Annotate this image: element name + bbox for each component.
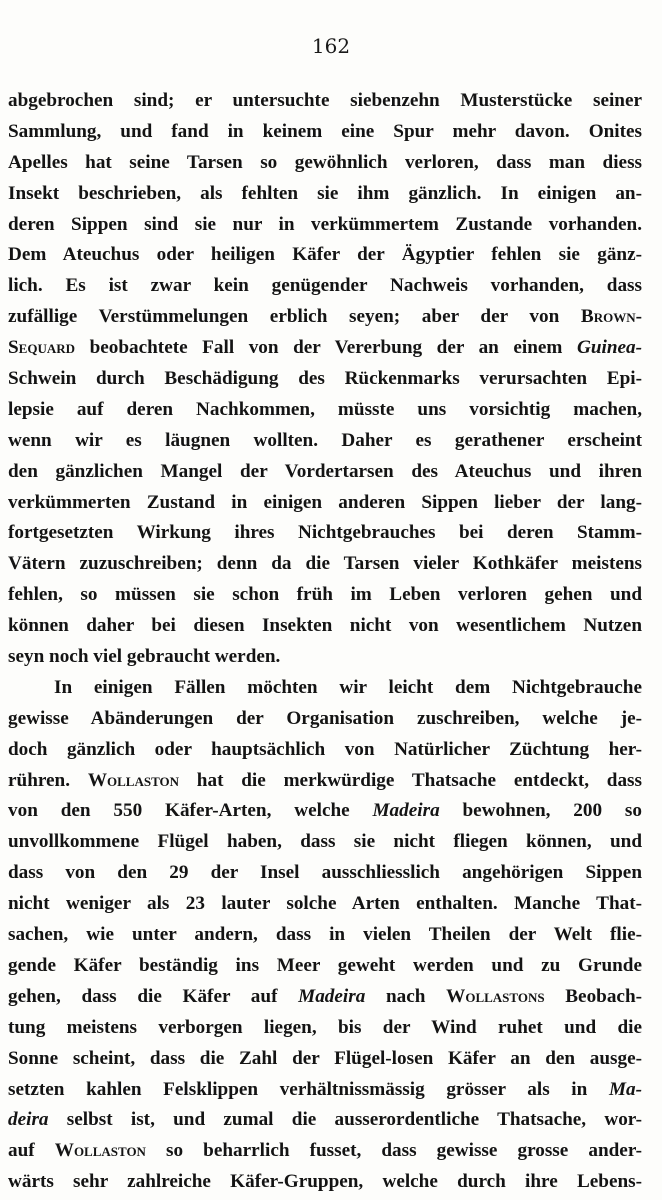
text-line: [8, 642, 642, 673]
text-segment: Beobach-: [544, 985, 642, 1007]
text-segment: tung meistens verborgen liegen, bis der Wind ruhet und die: [8, 1016, 642, 1038]
italic-term: deira: [8, 1109, 49, 1131]
text-segment: wärts sehr zahlreiche Käfer-Gruppen, welche durch ihre Lebens-: [8, 1171, 642, 1193]
text-line: [8, 488, 642, 519]
text-line: [8, 1167, 642, 1198]
small-caps-name: Wollaston: [54, 1140, 146, 1162]
text-segment: von den 550 Käfer-Arten, welche: [8, 800, 373, 822]
text-segment: lich. Es ist zwar kein genügender Nachweis vorhanden, dass: [8, 275, 642, 297]
italic-term: Madeira: [298, 985, 366, 1007]
text-line: [8, 549, 642, 580]
text-segment: gende Käfer beständig ins Meer geweht werden und zu Grunde: [8, 954, 642, 976]
text-line: [8, 364, 642, 395]
text-segment: rühren.: [8, 769, 88, 791]
text-segment: fehlen, so müssen sie schon früh im Leben verloren gehen und: [8, 584, 642, 606]
text-line: [8, 920, 642, 951]
text-segment: wenn wir es läugnen wollten. Daher es gerathener erscheint: [8, 429, 642, 451]
text-line: [8, 858, 642, 889]
italic-term: Ma-: [608, 1078, 642, 1100]
text-segment: auf: [8, 1140, 55, 1162]
text-segment: Schwein durch Beschädigung des Rückenmarks verursachten Epi-: [8, 368, 642, 390]
text-line: [8, 395, 642, 426]
text-segment: Vätern zuzuschreiben; denn da die Tarsen vieler Kothkäfer meistens: [8, 553, 642, 575]
text-line: [8, 271, 642, 302]
text-line: [8, 333, 642, 364]
text-segment: so beharrlich fusset, dass gewisse grosse ander-: [145, 1140, 642, 1162]
small-caps-name: Sequard: [8, 337, 76, 359]
text-line: [8, 457, 642, 488]
text-line: [8, 302, 642, 333]
text-segment: Dem Ateuchus oder heiligen Käfer der Ägyptier fehlen sie gänz-: [8, 244, 642, 266]
text-line: [8, 1044, 642, 1075]
text-line: [8, 86, 642, 117]
text-segment: Sonne scheint, dass die Zahl der Flügel-losen Käfer an den ausge-: [8, 1047, 642, 1069]
text-segment: den gänzlichen Mangel der Vordertarsen des Ateuchus und ihren: [8, 460, 642, 482]
text-line: [8, 426, 642, 457]
text-line: [8, 827, 642, 858]
text-line: [8, 704, 642, 735]
text-line: [8, 982, 642, 1013]
text-line: [8, 889, 642, 920]
text-segment: seyn noch viel gebraucht werden.: [8, 646, 281, 668]
text-segment: nach: [365, 985, 447, 1007]
text-line: [8, 117, 642, 148]
text-segment: gehen, dass die Käfer auf: [8, 985, 299, 1007]
text-line: [8, 210, 642, 241]
text-segment: sachen, wie unter andern, dass in vielen Theilen der Welt flie-: [8, 924, 642, 946]
text-segment: In einigen Fällen möchten wir leicht dem Nichtgebrauche: [54, 676, 642, 698]
text-segment: Sammlung, und fand in keinem eine Spur mehr davon. Onites: [8, 120, 642, 142]
italic-term: Guinea-: [576, 337, 642, 359]
text-line: [8, 735, 642, 766]
text-line: [8, 1105, 642, 1136]
text-segment: zufällige Verstümmelungen erblich seyen; aber der von: [8, 306, 581, 328]
text-line: [8, 766, 642, 797]
text-segment: hat die merkwürdige Thatsache entdeckt, dass: [179, 769, 642, 791]
text-segment: Insekt beschrieben, als fehlten sie ihm gänzlich. In einigen an-: [8, 182, 642, 204]
text-segment: abgebrochen sind; er untersuchte siebenzehn Musterstücke seiner: [8, 90, 642, 111]
body-text: [8, 86, 642, 1198]
text-line: [8, 611, 642, 642]
text-line: [8, 673, 642, 704]
text-segment: fortgesetzten Wirkung ihres Nichtgebrauches bei deren Stamm-: [8, 522, 642, 544]
text-line: [8, 951, 642, 982]
text-line: [8, 179, 642, 210]
text-segment: doch gänzlich oder hauptsächlich von Natürlicher Züchtung her-: [8, 738, 642, 760]
text-segment: lepsie auf deren Nachkommen, müsste uns vorsichtig machen,: [8, 398, 642, 420]
text-line: [8, 796, 642, 827]
text-segment: setzten kahlen Felsklippen verhältnissmässig grösser als in: [8, 1078, 609, 1100]
text-segment: unvollkommene Flügel haben, dass sie nicht fliegen können, und: [8, 831, 642, 853]
text-segment: dass von den 29 der Insel ausschliesslich angehörigen Sippen: [8, 862, 642, 884]
text-segment: bewohnen, 200 so: [439, 800, 642, 822]
text-segment: Apelles hat seine Tarsen so gewöhnlich verloren, dass man diess: [8, 151, 642, 173]
text-segment: können daher bei diesen Insekten nicht von wesentlichem Nutzen: [8, 615, 642, 637]
small-caps-name: Brown-: [580, 306, 642, 328]
italic-term: Madeira: [372, 800, 440, 822]
small-caps-name: Wollaston: [87, 769, 180, 791]
text-segment: deren Sippen sind sie nur in verkümmertem Zustande vorhanden.: [8, 213, 642, 235]
text-line: [8, 148, 642, 179]
page-number: 162: [311, 34, 351, 58]
text-segment: selbst ist, und zumal die ausserordentliche Thatsache, wor-: [48, 1109, 642, 1131]
text-line: [8, 1013, 642, 1044]
small-caps-name: Wollastons: [446, 985, 545, 1007]
text-line: [8, 240, 642, 271]
text-segment: gewisse Abänderungen der Organisation zuschreiben, welche je-: [8, 707, 642, 729]
text-segment: beobachtete Fall von der Vererbung der an einem: [75, 337, 577, 359]
text-segment: nicht weniger als 23 lauter solche Arten enthalten. Manche That-: [8, 893, 642, 915]
text-line: [8, 580, 642, 611]
text-segment: verkümmerten Zustand in einigen anderen Sippen lieber der lang-: [8, 491, 642, 513]
text-line: [8, 1136, 642, 1167]
text-line: [8, 518, 642, 549]
text-line: [8, 1075, 642, 1106]
